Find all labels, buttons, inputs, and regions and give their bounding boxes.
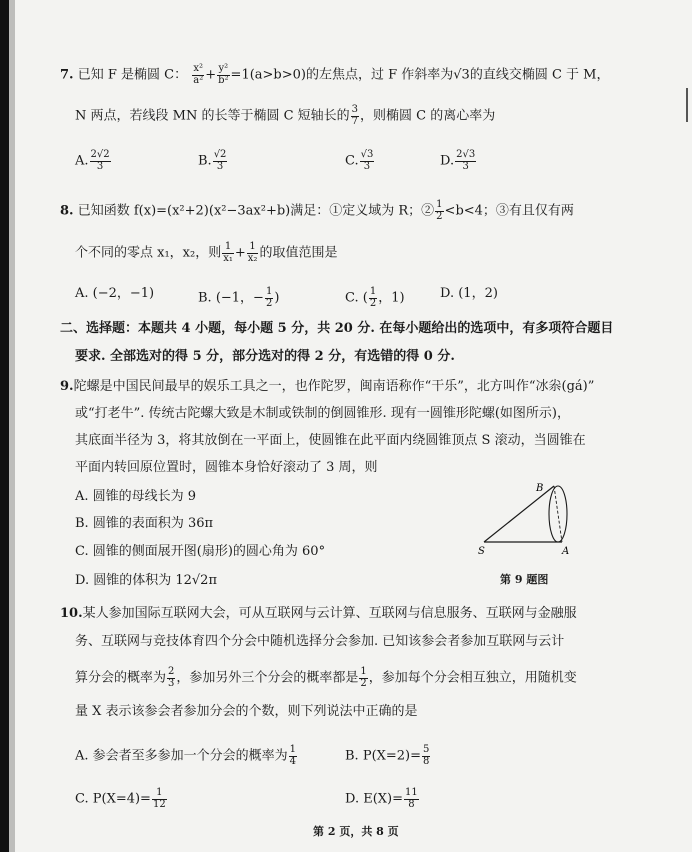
q7-option-c: C. $\frac{√3}{3}$ [345,149,374,172]
page-footer: 第 2 页，共 8 页 [313,825,399,838]
q10-line2: 务、互联网与竞技体育四个分会中随机选择分会参加. 已知该参会者参加互联网与云计 [75,634,565,649]
q10-line1: 10.某人参加国际互联网大会，可从互联网与云计算、互联网与信息服务、互联网与金融服 [60,606,577,621]
q9-number: 9. [60,379,74,394]
label-a: A [562,546,570,557]
scan-right-mark [686,88,688,122]
q8-line1: 8. 已知函数 f(x)=(x²+2)(x²−3ax²+b)满足：①定义域为 R；② $\frac{1}{2}$ <b<4；③有且仅有两 [60,199,574,222]
q7-frac-x: $\frac{\text{x²}}{\text{a²}}$ [193,63,204,86]
q8-number: 8. [60,203,74,219]
q7-option-b: B. $\frac{√2}{3}$ [198,149,227,172]
q9-line1: 9.陀螺是中国民间最早的娱乐工具之一，也作陀罗，闽南语称作“干乐”，北方叫作“冰尜(gá)” [60,379,595,394]
q8-line2: 个不同的零点 x₁，x₂，则 $\frac{1}{\text{x₁}}$ + $\frac{1}{\text{x₂}}$ 的取值范围是 [75,241,338,264]
q9-option-c: C. 圆锥的侧面展开图(扇形)的圆心角为 60° [75,544,326,559]
q9-line4: 平面内转回原位置时，圆锥本身恰好滚动了 3 周，则 [75,460,378,475]
q7-frac-y: $\frac{\text{y²}}{\text{b²}}$ [218,63,229,86]
q7-line1: 7. 已知 F 是椭圆 C： $\frac{\text{x²}}{\text{a²}}$ + $\frac{\text{y²}}{\text{b²}}$ =1(a>b>0)的左焦点，过 F 作斜率为√3的直线交椭圆 C 于 M， [60,63,610,86]
q10-line4: 量 X 表示该参会者参加分会的个数，则下列说法中正确的是 [75,704,418,719]
q10-number: 10. [60,606,83,621]
q7-number: 7. [60,67,74,83]
q7-line2: N 两点，若线段 MN 的长等于椭圆 C 短轴长的 $\frac{3}{7}$ ，则椭圆 C 的离心率为 [75,104,496,127]
q10-option-c: C. P(X=4)= $\frac{1}{12}$ [75,787,166,810]
label-s: S [478,546,485,557]
section2-heading-line2: 要求. 全部选对的得 5 分，部分选对的得 2 分，有选错的得 0 分. [75,349,455,364]
q7-option-a: A. $\frac{2√2}{3}$ [75,149,110,172]
scan-left-shadow [9,0,15,852]
q10-option-a: A. 参会者至多参加一个分会的概率为 $\frac{1}{4}$ [75,744,297,767]
q9-line3: 其底面半径为 3，将其放倒在一平面上，使圆锥在此平面内绕圆锥顶点 S 滚动，当圆锥在 [75,433,586,448]
section2-heading-line1: 二、选择题：本题共 4 小题，每小题 5 分，共 20 分. 在每小题给出的选项中，有多项符合题目 [60,321,614,336]
cone-base-ellipse [549,486,567,542]
q9-line2: 或“打老牛”. 传统古陀螺大致是木制或铁制的倒圆锥形. 现有一圆锥形陀螺(如图所示)， [75,406,570,421]
q9-option-a: A. 圆锥的母线长为 9 [75,489,197,504]
q8-option-c: C. ( $\frac{1}{2}$ ，1) [345,286,405,309]
q10-line3: 算分会的概率为 $\frac{2}{3}$ ，参加另外三个分会的概率都是 $\frac{1}{2}$ ，参加每个分会相互独立，用随机变 [75,666,577,689]
cone-figure [478,480,590,560]
q7-frac-3-7: $\frac{3}{7}$ [351,104,359,127]
scan-left-edge [0,0,9,852]
cone-base-diameter [554,486,562,542]
q9-option-d: D. 圆锥的体积为 12√2π [75,573,217,588]
label-b: B [536,483,544,494]
q10-option-d: D. E(X)= $\frac{11}{8}$ [345,787,418,810]
cone-slant-upper [484,486,554,542]
q8-option-b: B. (−1，− $\frac{1}{2}$ ) [198,286,280,309]
q8-option-a: A. (−2，−1) [75,286,155,301]
q7-text: 已知 F 是椭圆 C： [77,67,188,83]
figure-caption: 第 9 题图 [500,573,549,586]
q7-text-cont: =1(a>b>0)的左焦点，过 F 作斜率为√3的直线交椭圆 C 于 M， [230,67,610,83]
q8-option-d: D. (1，2) [440,286,498,301]
q7-option-d: D. $\frac{2√3}{3}$ [440,149,476,172]
q10-option-b: B. P(X=2)= $\frac{5}{8}$ [345,744,430,767]
q9-option-b: B. 圆锥的表面积为 36π [75,516,214,531]
